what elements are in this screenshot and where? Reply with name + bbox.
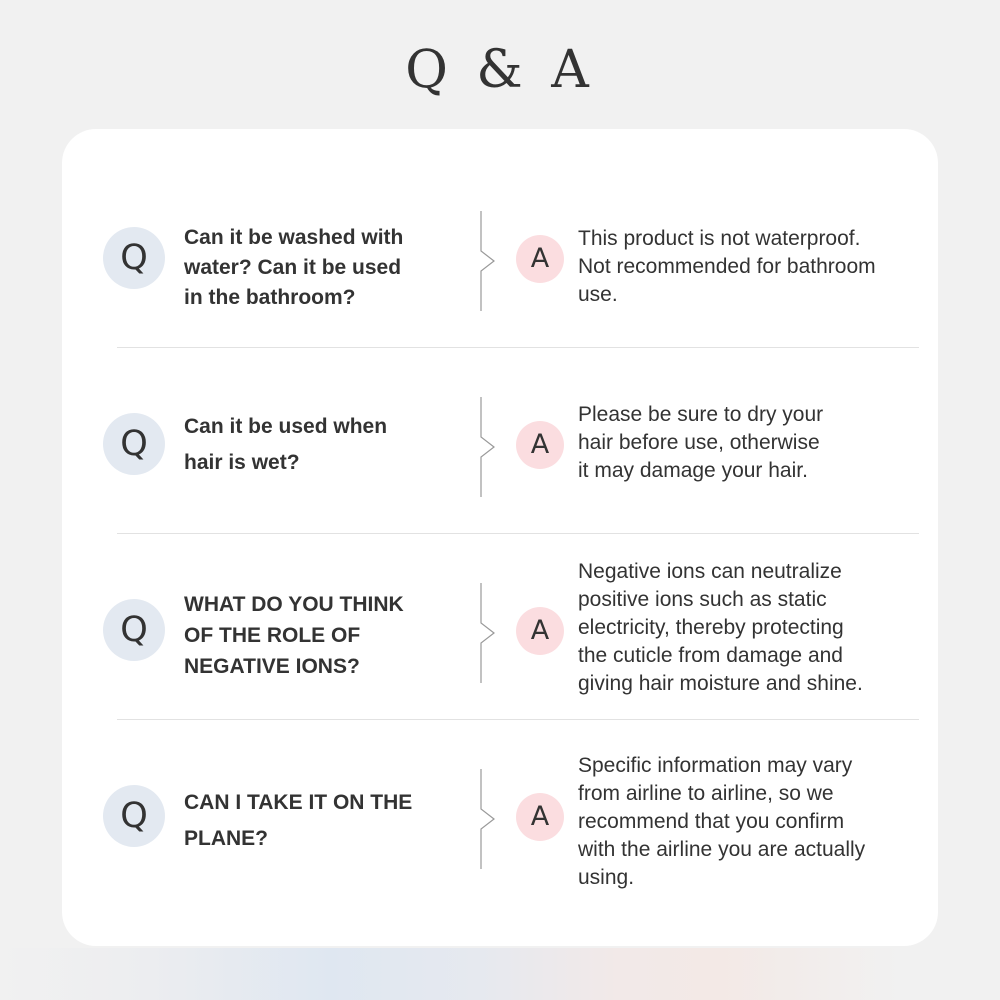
answer-line: positive ions such as static [578, 588, 827, 611]
row-divider [117, 347, 919, 348]
question-3 [184, 589, 454, 682]
question-line: hair is wet? [184, 451, 300, 474]
answer-line: from airline to airline, so we [578, 782, 834, 805]
answer-line: Specific information may vary [578, 754, 853, 777]
question-1 [184, 223, 454, 313]
page-title: Q & A [405, 40, 595, 100]
answer-line: hair before use, otherwise [578, 431, 820, 454]
chevron-divider-icon [480, 583, 504, 683]
answer-line: use. [578, 283, 618, 306]
chevron-divider-icon [480, 397, 504, 497]
qa-card [62, 129, 938, 946]
a-badge: A [516, 421, 564, 469]
answer-3 [578, 558, 918, 698]
answer-line: Negative ions can neutralize [578, 560, 842, 583]
answer-1 [578, 225, 918, 309]
chevron-divider-icon [480, 769, 504, 869]
question-line: water? Can it be used [184, 256, 402, 279]
question-line: PLANE? [184, 827, 268, 850]
question-line: OF THE ROLE OF [184, 624, 361, 647]
question-line: NEGATIVE IONS? [184, 655, 360, 678]
answer-line: it may damage your hair. [578, 459, 808, 482]
q-badge: Q [103, 599, 165, 661]
answer-line: recommend that you confirm [578, 810, 845, 833]
row-divider [117, 719, 919, 720]
answer-4 [578, 752, 918, 892]
answer-line: electricity, thereby protecting [578, 616, 844, 639]
question-2 [184, 409, 454, 481]
answer-line: the cuticle from damage and [578, 644, 843, 667]
a-badge: A [516, 607, 564, 655]
q-badge: Q [103, 785, 165, 847]
answer-line: Not recommended for bathroom [578, 255, 876, 278]
row-divider [117, 533, 919, 534]
question-line: in the bathroom? [184, 286, 356, 309]
answer-line: giving hair moisture and shine. [578, 672, 863, 695]
q-badge: Q [103, 227, 165, 289]
question-line: Can it be washed with [184, 226, 404, 249]
a-badge: A [516, 793, 564, 841]
chevron-divider-icon [480, 211, 504, 311]
answer-line: using. [578, 866, 635, 889]
q-badge: Q [103, 413, 165, 475]
question-4 [184, 785, 454, 857]
question-line: CAN I TAKE IT ON THE [184, 791, 413, 814]
a-badge: A [516, 235, 564, 283]
bottom-gradient [0, 948, 1000, 1000]
question-line: WHAT DO YOU THINK [184, 593, 404, 616]
answer-line: This product is not waterproof. [578, 227, 861, 250]
answer-line: Please be sure to dry your [578, 403, 824, 426]
question-line: Can it be used when [184, 415, 388, 438]
answer-2 [578, 401, 918, 485]
answer-line: with the airline you are actually [578, 838, 866, 861]
